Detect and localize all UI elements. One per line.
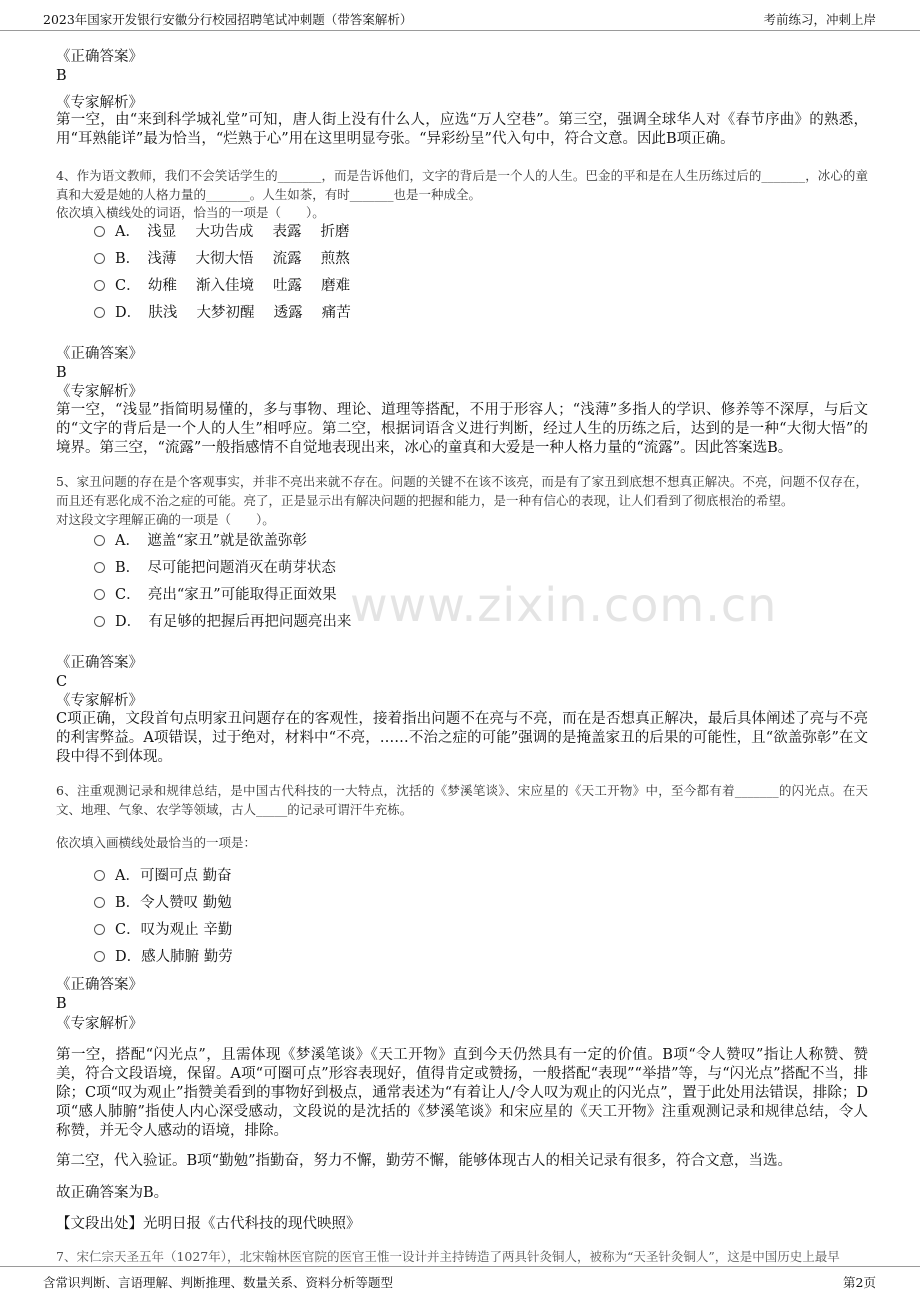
radio-icon[interactable]: [94, 924, 105, 935]
analysis-text: 第二空，代入验证。B项“勤勉”指勤奋，努力不懈，勤劳不懈，能够体现古人的相关记录有很多，符合文意，当选。: [56, 1153, 792, 1169]
answer-label: 《正确答案》: [56, 655, 143, 671]
question-stem: 5、家丑问题的存在是个客观事实，并非不亮出来就不存在。问题的关键不在该不该亮，而是有了家丑到底想不想真正解决。不亮，问题不仅存在，而且还有恶化成不治之症的可能。亮了，正是显示出有解决问题的把握和能力，是一种有信心的表现，让人们看到了彻底根治的希望。: [56, 474, 868, 508]
analysis-label: 《专家解析》: [56, 693, 143, 709]
radio-icon[interactable]: [94, 897, 105, 908]
watermark: www.zixin.com.cn: [350, 578, 778, 632]
option-b[interactable]: B．令人赞叹 勤勉: [94, 893, 232, 913]
option-a[interactable]: A． 浅显 大功告成 表露 折磨: [94, 222, 350, 242]
question-stem-partial: 7、宋仁宗天圣五年（1027年），北宋翰林医官院的医官王惟一设计并主持铸造了两具针灸铜人，被称为“天圣针灸铜人”，这是中国历史上最早: [56, 1250, 840, 1264]
radio-icon[interactable]: [94, 280, 105, 291]
analysis-label: 《专家解析》: [56, 1016, 143, 1032]
page-number: 第2页: [843, 1275, 876, 1290]
analysis-text: 第一空，搭配“闪光点”，且需体现《梦溪笔谈》《天工开物》直到今天仍然具有一定的价值。B项“令人赞叹”指让人称赞、赞美，符合文段语境，保留。A项“可圈可点”形容表现好，值得肯定或赞扬，一般搭配“表现”“举措”等，与“闪光点”搭配不当，排除；C项“叹为观止”指赞美看到的事物好到极点，通常表述为“有着让人/令人叹为观止的闪光点”，置于此处用法错误，排除；D项“感人肺腑”指使人内心深受感动，文段说的是沈括的《梦溪笔谈》和宋应星的《天工开物》注重观测记录和规律总结，令人称赞，并无令人感动的语境，排除。: [56, 1047, 868, 1139]
answer-value: B: [56, 365, 67, 381]
answer-label: 《正确答案》: [56, 977, 143, 993]
option-d[interactable]: D．感人肺腑 勤劳: [94, 947, 233, 967]
option-c[interactable]: C． 亮出“家丑”可能取得正面效果: [94, 585, 337, 605]
option-b[interactable]: B． 浅薄 大彻大悟 流露 煎熬: [94, 249, 350, 269]
question-prompt: 依次填入画横线处最恰当的一项是：: [56, 835, 257, 850]
analysis-text: 第一空，由“来到科学城礼堂”可知，唐人街上没有什么人，应选“万人空巷”。第三空，强调全球华人对《春节序曲》的熟悉，用“耳熟能详”最为恰当，“烂熟于心”用在这里明显夸张。“异彩纷呈”代入句中，符合文意。因此B项正确。: [56, 112, 868, 147]
option-d[interactable]: D． 有足够的把握后再把问题亮出来: [94, 612, 351, 632]
question-stem: 4、作为语文教师，我们不会笑话学生的_______，而是告诉他们，文字的背后是一个人的人生。巴金的平和是在人生历练过后的_______，冰心的童真和大爱是她的人格力量的_______。人生如茶，有时_______也是一种成全。: [56, 168, 868, 202]
header-slogan: 考前练习，冲刺上岸: [763, 12, 876, 27]
option-a[interactable]: A． 遮盖“家丑”就是欲盖弥彰: [94, 531, 307, 551]
answer-value: C: [56, 674, 68, 690]
option-b[interactable]: B． 尽可能把问题消灭在萌芽状态: [94, 558, 336, 578]
analysis-text: 第一空，“浅显”指简明易懂的，多与事物、理论、道理等搭配，不用于形容人；“浅薄”多指人的学识、修养等不深厚，与后文的“文字的背后是一个人的人生”相呼应。第二空，根据词语含义进行判断，经过人生的历练之后，达到的是一种“大彻大悟”的境界。第三空，“流露”一般指感情不自觉地表现出来，冰心的童真和大爱是一种人格力量的“流露”。因此答案选B。: [56, 402, 868, 456]
page-footer: [0, 1266, 920, 1303]
question-prompt: 依次填入横线处的词语，恰当的一项是（ ）。: [56, 205, 325, 220]
radio-icon[interactable]: [94, 562, 105, 573]
answer-label: 《正确答案》: [56, 346, 143, 362]
radio-icon[interactable]: [94, 253, 105, 264]
footer-note: 含常识判断、言语理解、判断推理、数量关系、资料分析等题型: [43, 1275, 394, 1290]
option-d[interactable]: D． 肤浅 大梦初醒 透露 痛苦: [94, 303, 351, 323]
answer-label: 《正确答案》: [56, 49, 143, 65]
option-c[interactable]: C．叹为观止 辛勤: [94, 920, 232, 940]
answer-value: B: [56, 68, 67, 84]
source-citation: 【文段出处】光明日报《古代科技的现代映照》: [56, 1216, 361, 1232]
option-c[interactable]: C． 幼稚 渐入佳境 吐露 磨难: [94, 276, 350, 296]
page-header: [0, 0, 920, 31]
option-a[interactable]: A．可圈可点 勤奋: [94, 866, 232, 886]
question-prompt: 对这段文字理解正确的一项是（ ）。: [56, 512, 275, 527]
radio-icon[interactable]: [94, 589, 105, 600]
radio-icon[interactable]: [94, 307, 105, 318]
radio-icon[interactable]: [94, 535, 105, 546]
analysis-text: C项正确，文段首句点明家丑问题存在的客观性，接着指出问题不在亮与不亮，而在是否想真正解决，最后具体阐述了亮与不亮的利害弊益。A项错误，过于绝对，材料中“不亮，……不治之症的可能”强调的是掩盖家丑的后果的可能性，且“欲盖弥彰”在文段中得不到体现。: [56, 711, 868, 765]
radio-icon[interactable]: [94, 616, 105, 627]
analysis-label: 《专家解析》: [56, 384, 143, 400]
document-title: 2023年国家开发银行安徽分行校园招聘笔试冲刺题（带答案解析）: [43, 12, 413, 27]
question-stem: 6、注重观测记录和规律总结，是中国古代科技的一大特点，沈括的《梦溪笔谈》、宋应星的《天工开物》中，至今都有着_______的闪光点。在天文、地理、气象、农学等领域，古人_____的记录可谓汗牛充栋。: [56, 783, 868, 817]
radio-icon[interactable]: [94, 870, 105, 881]
analysis-label: 《专家解析》: [56, 95, 143, 111]
radio-icon[interactable]: [94, 226, 105, 237]
answer-value: B: [56, 996, 67, 1012]
radio-icon[interactable]: [94, 951, 105, 962]
analysis-conclusion: 故正确答案为B。: [56, 1185, 169, 1201]
